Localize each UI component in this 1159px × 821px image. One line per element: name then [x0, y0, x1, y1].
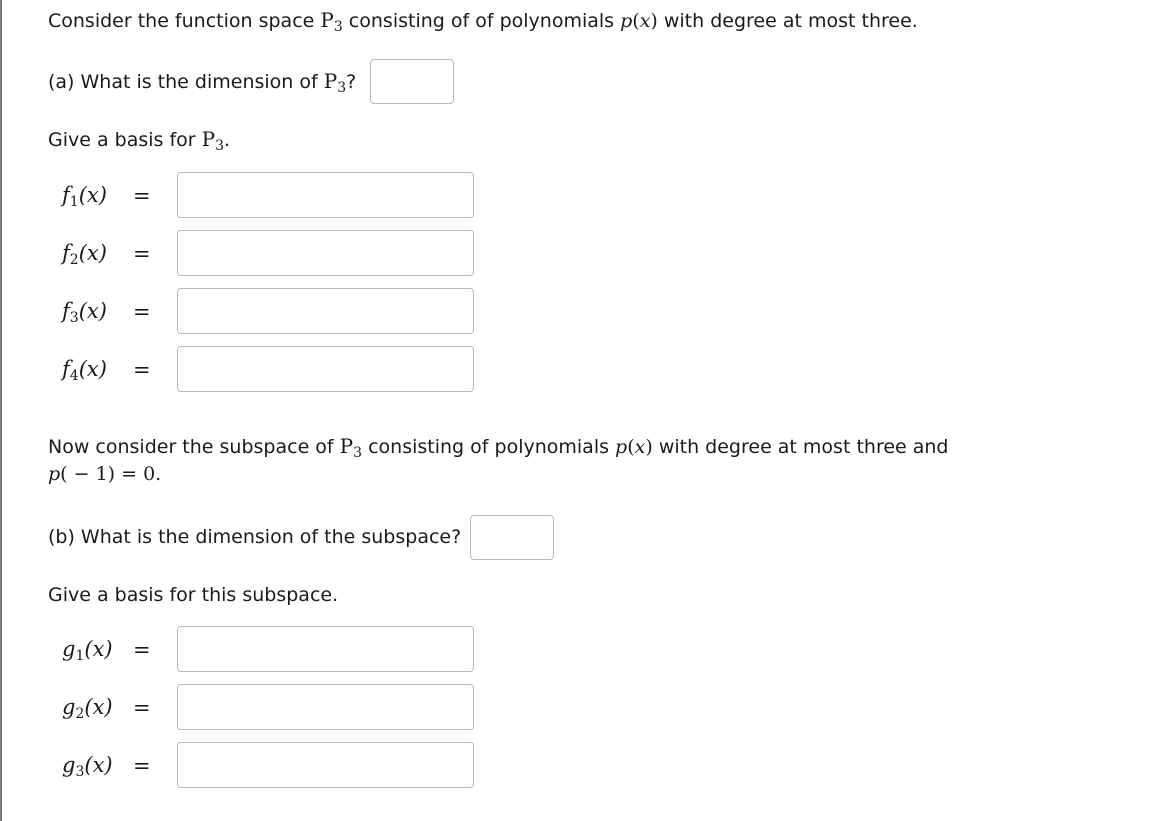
- part-b-question: (b) What is the dimension of the subspace?: [48, 526, 462, 548]
- f4-equals: =: [133, 358, 151, 382]
- math-p: p: [48, 463, 61, 485]
- basis-a-prefix: Give a basis for: [48, 129, 202, 151]
- space-symbol: [201, 127, 225, 154]
- fn-letter: g: [62, 695, 76, 719]
- space-symbol: [320, 8, 343, 35]
- fn-argument: (x): [78, 241, 107, 265]
- f4-input[interactable]: [177, 346, 474, 392]
- subspace-text-part3: with degree at most three and: [652, 436, 949, 458]
- fn-subscript: 2: [75, 706, 85, 722]
- condition-expression: ( − 1) = 0.: [60, 463, 162, 485]
- part-a-prefix: (a) What is the dimension of: [48, 71, 324, 93]
- subspace-text-line1: [48, 434, 949, 461]
- f1-input[interactable]: [177, 172, 474, 218]
- g3-input[interactable]: [177, 742, 474, 788]
- math-x: x: [639, 10, 651, 32]
- fn-argument: (x): [84, 753, 113, 777]
- fn-letter: g: [62, 753, 76, 777]
- basis-a-suffix: .: [224, 129, 231, 151]
- g2-input[interactable]: [177, 684, 474, 730]
- math-lparen: (: [627, 436, 635, 458]
- f3-label: [62, 299, 107, 326]
- space-subscript: 3: [333, 19, 343, 35]
- space-letter: P: [323, 69, 338, 93]
- fn-letter: f: [62, 299, 70, 323]
- space-subscript: 3: [337, 80, 347, 96]
- math-p: p: [615, 436, 628, 458]
- f1-equals: =: [133, 184, 151, 208]
- g1-input[interactable]: [177, 626, 474, 672]
- f3-equals: =: [133, 300, 151, 324]
- f3-input[interactable]: [177, 288, 474, 334]
- fn-subscript: 1: [75, 648, 85, 664]
- fn-subscript: 3: [69, 310, 79, 326]
- g3-equals: =: [133, 754, 151, 778]
- math-rparen: ): [650, 10, 658, 32]
- intro-text-part1: Consider the function space: [48, 10, 321, 32]
- f2-label: [62, 241, 107, 268]
- intro-text-part2: consisting of of polynomials: [342, 10, 621, 32]
- space-letter: P: [201, 127, 216, 151]
- space-symbol: [323, 69, 347, 96]
- f2-equals: =: [133, 242, 151, 266]
- g3-label: [62, 753, 113, 780]
- fn-subscript: 1: [69, 194, 79, 210]
- math-p: p: [620, 10, 633, 32]
- fn-argument: (x): [78, 357, 107, 381]
- part-a-suffix: ?: [346, 71, 357, 93]
- basis-a-label: [48, 127, 230, 154]
- g1-label: [62, 637, 113, 664]
- fn-argument: (x): [84, 637, 113, 661]
- subspace-text-part1: Now consider the subspace of: [48, 436, 340, 458]
- fn-subscript: 2: [69, 252, 79, 268]
- fn-subscript: 4: [69, 368, 79, 384]
- dimension-b-input[interactable]: [470, 515, 554, 560]
- fn-argument: (x): [84, 695, 113, 719]
- math-lparen: (: [632, 10, 640, 32]
- f1-label: [62, 183, 107, 210]
- space-letter: P: [339, 434, 354, 458]
- intro-text: [48, 8, 918, 35]
- subspace-condition: [48, 462, 161, 486]
- g2-equals: =: [133, 696, 151, 720]
- fn-subscript: 3: [75, 764, 85, 780]
- space-subscript: 3: [353, 445, 363, 461]
- fn-argument: (x): [78, 183, 107, 207]
- fn-letter: f: [62, 357, 70, 381]
- space-letter: P: [320, 8, 334, 32]
- math-x: x: [634, 436, 646, 458]
- intro-text-part3: with degree at most three.: [657, 10, 918, 32]
- math-rparen: ): [645, 436, 653, 458]
- fn-letter: f: [62, 241, 70, 265]
- g1-equals: =: [133, 638, 151, 662]
- basis-b-label: Give a basis for this subspace.: [48, 584, 339, 606]
- space-symbol: [339, 434, 363, 461]
- fn-letter: f: [62, 183, 70, 207]
- g2-label: [62, 695, 113, 722]
- subspace-text-part2: consisting of polynomials: [362, 436, 616, 458]
- fn-argument: (x): [78, 299, 107, 323]
- left-border: [0, 0, 2, 821]
- fn-letter: g: [62, 637, 76, 661]
- dimension-a-input[interactable]: [370, 59, 454, 104]
- f4-label: [62, 357, 107, 384]
- part-a-question: [48, 69, 356, 96]
- space-subscript: 3: [215, 138, 225, 154]
- f2-input[interactable]: [177, 230, 474, 276]
